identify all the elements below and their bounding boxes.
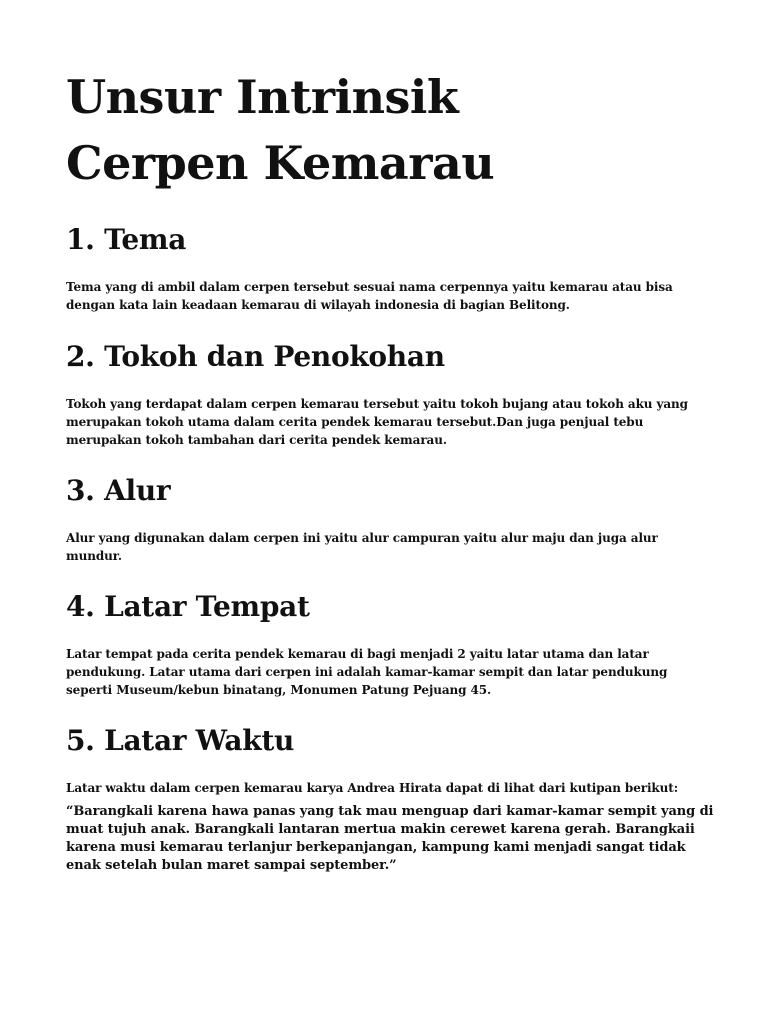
section-body-tema: Tema yang di ambil dalam cerpen tersebut sesuai nama cerpennya yaitu kemarau atau bisa dengan kata lain keadaan kemarau di wilayah indonesia di bagian Belitong. [66, 280, 673, 312]
section-body-tokoh: Tokoh yang terdapat dalam cerpen kemarau tersebut yaitu tokoh bujang atau tokoh aku yang merupakan tokoh utama dalam cerita pendek kemarau tersebut.Dan juga penjual tebu merupakan tokoh tambahan dari cerita pendek kemarau. [66, 397, 688, 447]
document-title [66, 64, 716, 196]
title-line-1: Unsur Intrinsik [66, 70, 459, 124]
section-body-latar-waktu: Latar waktu dalam cerpen kemarau karya Andrea Hirata dapat di lihat dari kutipan berikut: [66, 781, 679, 795]
section-heading-tokoh: 2. Tokoh dan Penokohan [66, 340, 445, 373]
section-heading-tema: 1. Tema [66, 223, 187, 256]
section-body-latar-tempat: Latar tempat pada cerita pendek kemarau di bagi menjadi 2 yaitu latar utama dan latar pendukung. Latar utama dari cerpen ini adalah kamar-kamar sempit dan latar pendukung seperti Museum/kebun binatang, Monumen Patung Pejuang 45. [66, 647, 668, 697]
section-body-alur: Alur yang digunakan dalam cerpen ini yaitu alur campuran yaitu alur maju dan juga alur mundur. [66, 531, 658, 563]
section-heading-latar-tempat: 4. Latar Tempat [66, 590, 310, 623]
section-heading-alur: 3. Alur [66, 474, 171, 507]
section-heading-latar-waktu: 5. Latar Waktu [66, 724, 295, 757]
title-line-2: Cerpen Kemarau [66, 136, 495, 190]
quote-latar-waktu: “Barangkali karena hawa panas yang tak mau menguap dari kamar-kamar sempit yang di muat tujuh anak. Barangkali lantaran mertua makin cerewet karena gerah. Barangkaii karena musi kemarau terlanjur berkepanjangan, kampung kami menjadi sangat tidak enak setelah bulan maret sampai september.” [66, 804, 714, 873]
document-page [66, 64, 716, 875]
